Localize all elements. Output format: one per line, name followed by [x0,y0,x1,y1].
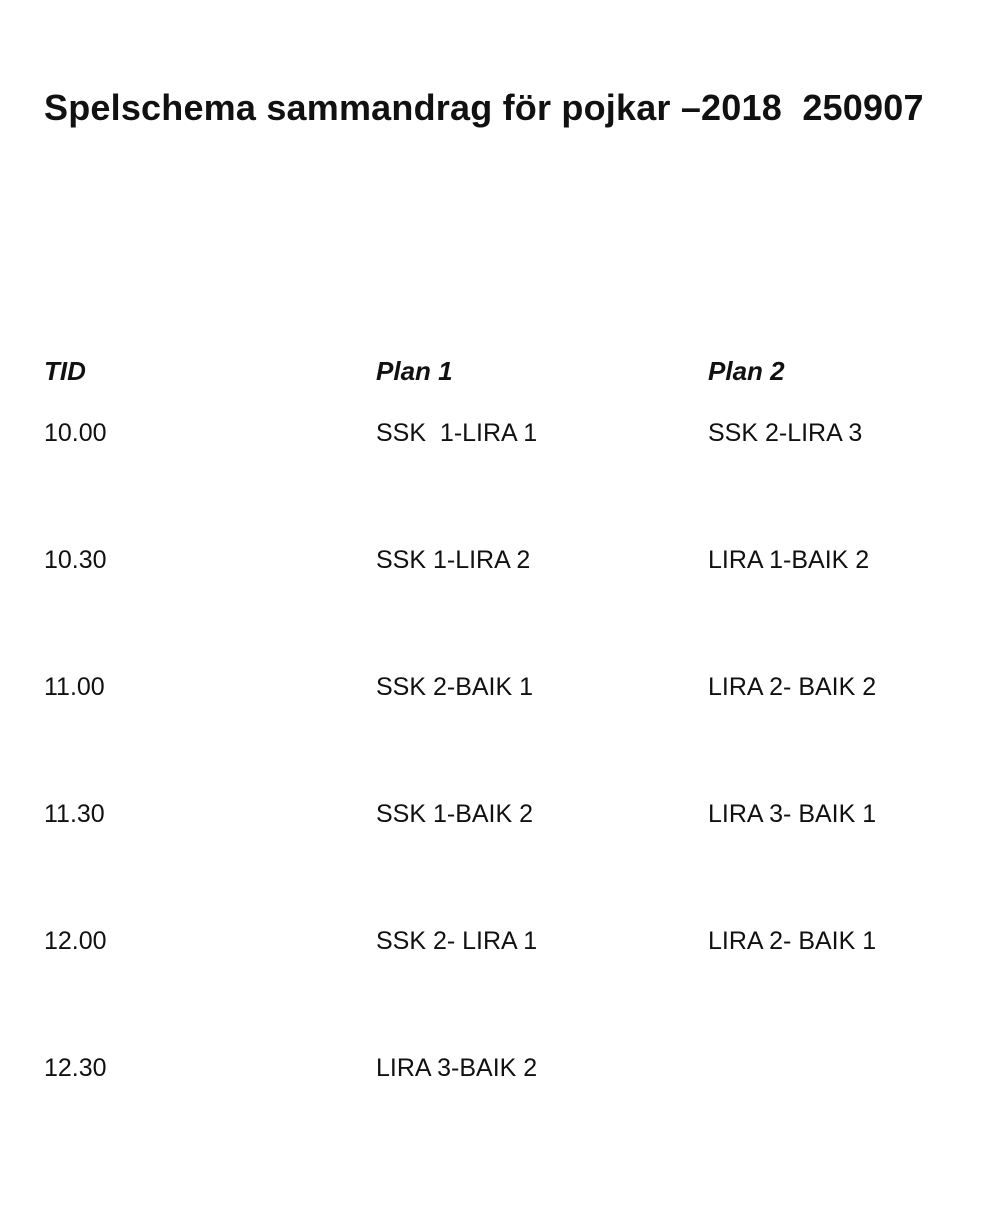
plan-1-match: SSK 2-BAIK 1 [376,673,534,701]
document-title: Spelschema sammandrag för pojkar –2018 250907 [44,87,924,128]
plan-2-match: SSK 2-LIRA 3 [708,419,863,447]
plan-1-match: LIRA 3-BAIK 2 [376,1054,538,1082]
match-time: 11.30 [44,800,105,828]
schedule-row [44,414,944,541]
match-time: 12.30 [44,1054,107,1082]
plan-1-match: SSK 1-LIRA 1 [376,419,538,447]
plan-2-match: LIRA 3- BAIK 1 [708,800,877,828]
match-time: 10.30 [44,546,107,574]
schedule-header-row [44,352,944,414]
plan-1-column-header: Plan 1 [376,356,453,386]
plan-2-match: LIRA 2- BAIK 2 [708,673,877,701]
schedule-row [44,922,944,1049]
plan-2-match: LIRA 1-BAIK 2 [708,546,870,574]
plan-1-match: SSK 2- LIRA 1 [376,927,538,955]
game-schedule-table [44,352,944,1176]
schedule-row [44,668,944,795]
match-time: 12.00 [44,927,107,955]
plan-2-column-header: Plan 2 [708,356,785,386]
plan-2-match: LIRA 2- BAIK 1 [708,927,877,955]
time-column-header: TID [44,356,86,386]
schedule-row [44,541,944,668]
match-time: 10.00 [44,419,107,447]
schedule-row [44,795,944,922]
plan-1-match: SSK 1-LIRA 2 [376,546,531,574]
match-time: 11.00 [44,673,105,701]
plan-1-match: SSK 1-BAIK 2 [376,800,534,828]
schedule-row [44,1049,944,1176]
